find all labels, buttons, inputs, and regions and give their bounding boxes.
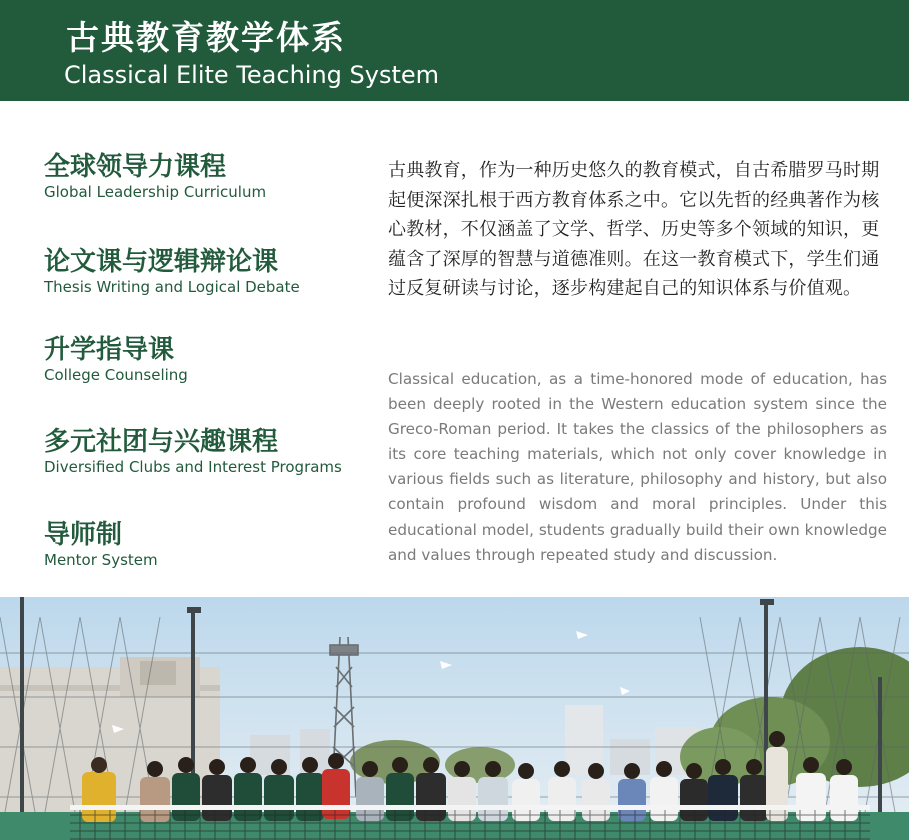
course-title-cn: 多元社团与兴趣课程 <box>44 427 279 457</box>
course-item-clubs-interests <box>44 427 342 476</box>
course-title-en: Global Leadership Curriculum <box>44 183 267 201</box>
course-item-global-leadership <box>44 152 266 201</box>
course-title-cn: 全球领导力课程 <box>44 152 227 182</box>
course-title-en: Mentor System <box>44 551 158 569</box>
course-item-mentor-system <box>44 520 158 569</box>
header-banner <box>0 0 909 101</box>
page-title: 古典教育教学体系 <box>66 18 346 57</box>
course-title-cn: 升学指导课 <box>44 335 175 365</box>
intro-paragraph-cn: 古典教育，作为一种历史悠久的教育模式，自古希腊罗马时期起便深深扎根于西方教育体系之中。它以先哲的经典著作为核心教材，不仅涵盖了文学、哲学、历史等多个领域的知识，更蕴含了深厚的智慧与道德准则。在这一教育模式下，学生们通过反复研读与讨论，逐步构建起自己的知识体系与价值观。 <box>388 160 880 299</box>
group-photo <box>0 597 909 840</box>
intro-paragraph-en: Classical education, as a time-honored mode of education, has been deeply rooted in the Western education system since the Greco-Roman period. It takes the classics of the philosophers as its core teaching materials, which not only cover knowledge in various fields such as literature, philosophy and history, but also contain profound wisdom and moral principles. Under this educational model, students gradually build their own knowledge and values through repeated study and discussion. <box>388 370 887 564</box>
course-title-en: Diversified Clubs and Interest Programs <box>44 458 342 476</box>
course-item-thesis-debate <box>44 247 300 296</box>
course-title-en: Thesis Writing and Logical Debate <box>44 278 300 296</box>
course-title-en: College Counseling <box>44 366 188 384</box>
course-title-cn: 导师制 <box>44 520 123 550</box>
course-item-college-counseling <box>44 335 188 384</box>
course-title-cn: 论文课与逻辑辩论课 <box>44 247 279 277</box>
page-subtitle: Classical Elite Teaching System <box>64 61 440 89</box>
